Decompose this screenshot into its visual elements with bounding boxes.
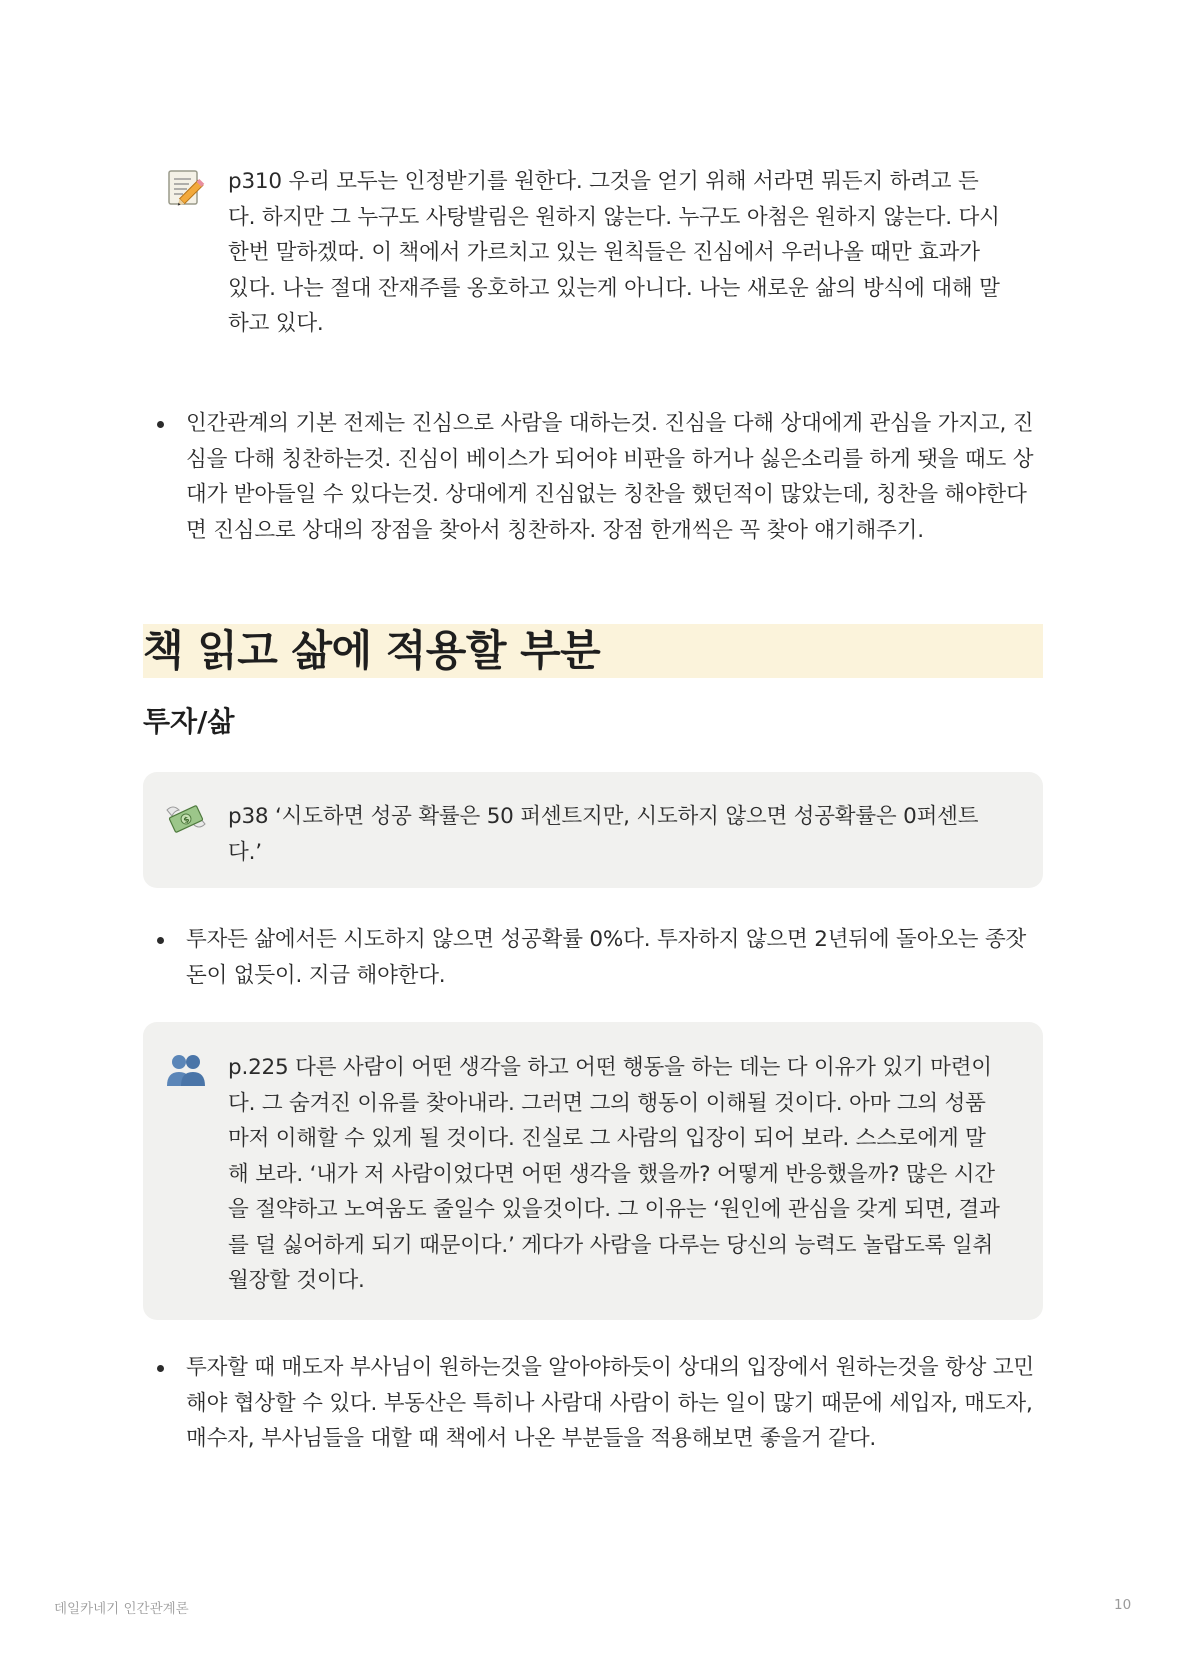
callout-people — [143, 1022, 1043, 1320]
callout-money — [143, 772, 1043, 888]
callout-people-text: p.225 다른 사람이 어떤 생각을 하고 어떤 행동을 하는 데는 다 이유가 있기 마련이다. 그 숨겨진 이유를 찾아내라. 그러면 그의 행동이 이해될 것이다. 아마 그의 성품마저 이해할 수 있게 될 것이다. 진실로 그 사람의 입장이 되어 보라. 스스로에게 말해 보라. ‘내가 저 사람이었다면 어떤 생각을 했을까? 어떻게 반응했을까? 많은 시간을 절약하고 노여움도 줄일수 있을것이다. 그 이유는 ‘원인에 관심을 갖게 되면, 결과를 덜 싫어하게 되기 때문이다.’ 게다가 사람을 다루는 당신의 능력도 놀랍도록 일취월장할 것이다. — [228, 1055, 1000, 1293]
page-number: 10 — [1114, 1597, 1132, 1613]
callout-memo-text: p310 우리 모두는 인정받기를 원한다. 그것을 얻기 위해 서라면 뭐든지 하려고 든다. 하지만 그 누구도 사탕발림은 원하지 않는다. 누구도 아첨은 원하지 않는다. 다시 한번 말하겠따. 이 책에서 가르치고 있는 원칙들은 진심에서 우러나올 때만 효과가 있다. 나는 절대 잔재주를 옹호하고 있는게 아니다. 나는 새로운 삶의 방식에 대해 말하고 있다. — [228, 169, 1000, 336]
bullet-dot — [157, 1365, 164, 1372]
bullet-item — [143, 922, 1043, 993]
money-with-wings-icon — [165, 798, 207, 840]
bullet-item — [143, 406, 1043, 548]
busts-in-silhouette-icon — [165, 1050, 207, 1092]
callout-memo — [143, 164, 1043, 342]
callout-money-text: p38 ‘시도하면 성공 확률은 50 퍼센트지만, 시도하지 않으면 성공확률은 0퍼센트다.’ — [228, 804, 979, 865]
bullet-text: 투자할 때 매도자 부사님이 원하는것을 알아야하듯이 상대의 입장에서 원하는것을 항상 고민해야 협상할 수 있다. 부동산은 특히나 사람대 사람이 하는 일이 많기 때문에 세입자, 매도자, 매수자, 부사님들을 대할 때 책에서 나온 부분들을 적용해보면 좋을거 같다. — [186, 1355, 1034, 1451]
bullet-dot — [157, 421, 164, 428]
memo-icon — [165, 167, 207, 209]
bullet-text: 인간관계의 기본 전제는 진심으로 사람을 대하는것. 진심을 다해 상대에게 관심을 가지고, 진심을 다해 칭찬하는것. 진심이 베이스가 되어야 비판을 하거나 싫은소리를 하게 됏을 때도 상대가 받아들일 수 있다는것. 상대에게 진심없는 칭찬을 했던적이 많았는데, 칭찬을 해야한다면 진심으로 상대의 장점을 찾아서 칭찬하자. 장점 한개씩은 꼭 찾아 얘기해주기. — [186, 411, 1034, 543]
section-heading: 책 읽고 삶에 적용할 부분 — [143, 624, 1043, 678]
footer-title: 데일카네기 인간관계론 — [54, 1601, 189, 1617]
svg-text:$: $ — [181, 814, 191, 826]
bullet-item — [143, 1350, 1043, 1457]
subsection-heading: 투자/삶 — [143, 705, 235, 738]
bullet-text: 투자든 삶에서든 시도하지 않으면 성공확률 0%다. 투자하지 않으면 2년뒤에 돌아오는 종잣돈이 없듯이. 지금 해야한다. — [186, 927, 1027, 988]
bullet-dot — [157, 937, 164, 944]
